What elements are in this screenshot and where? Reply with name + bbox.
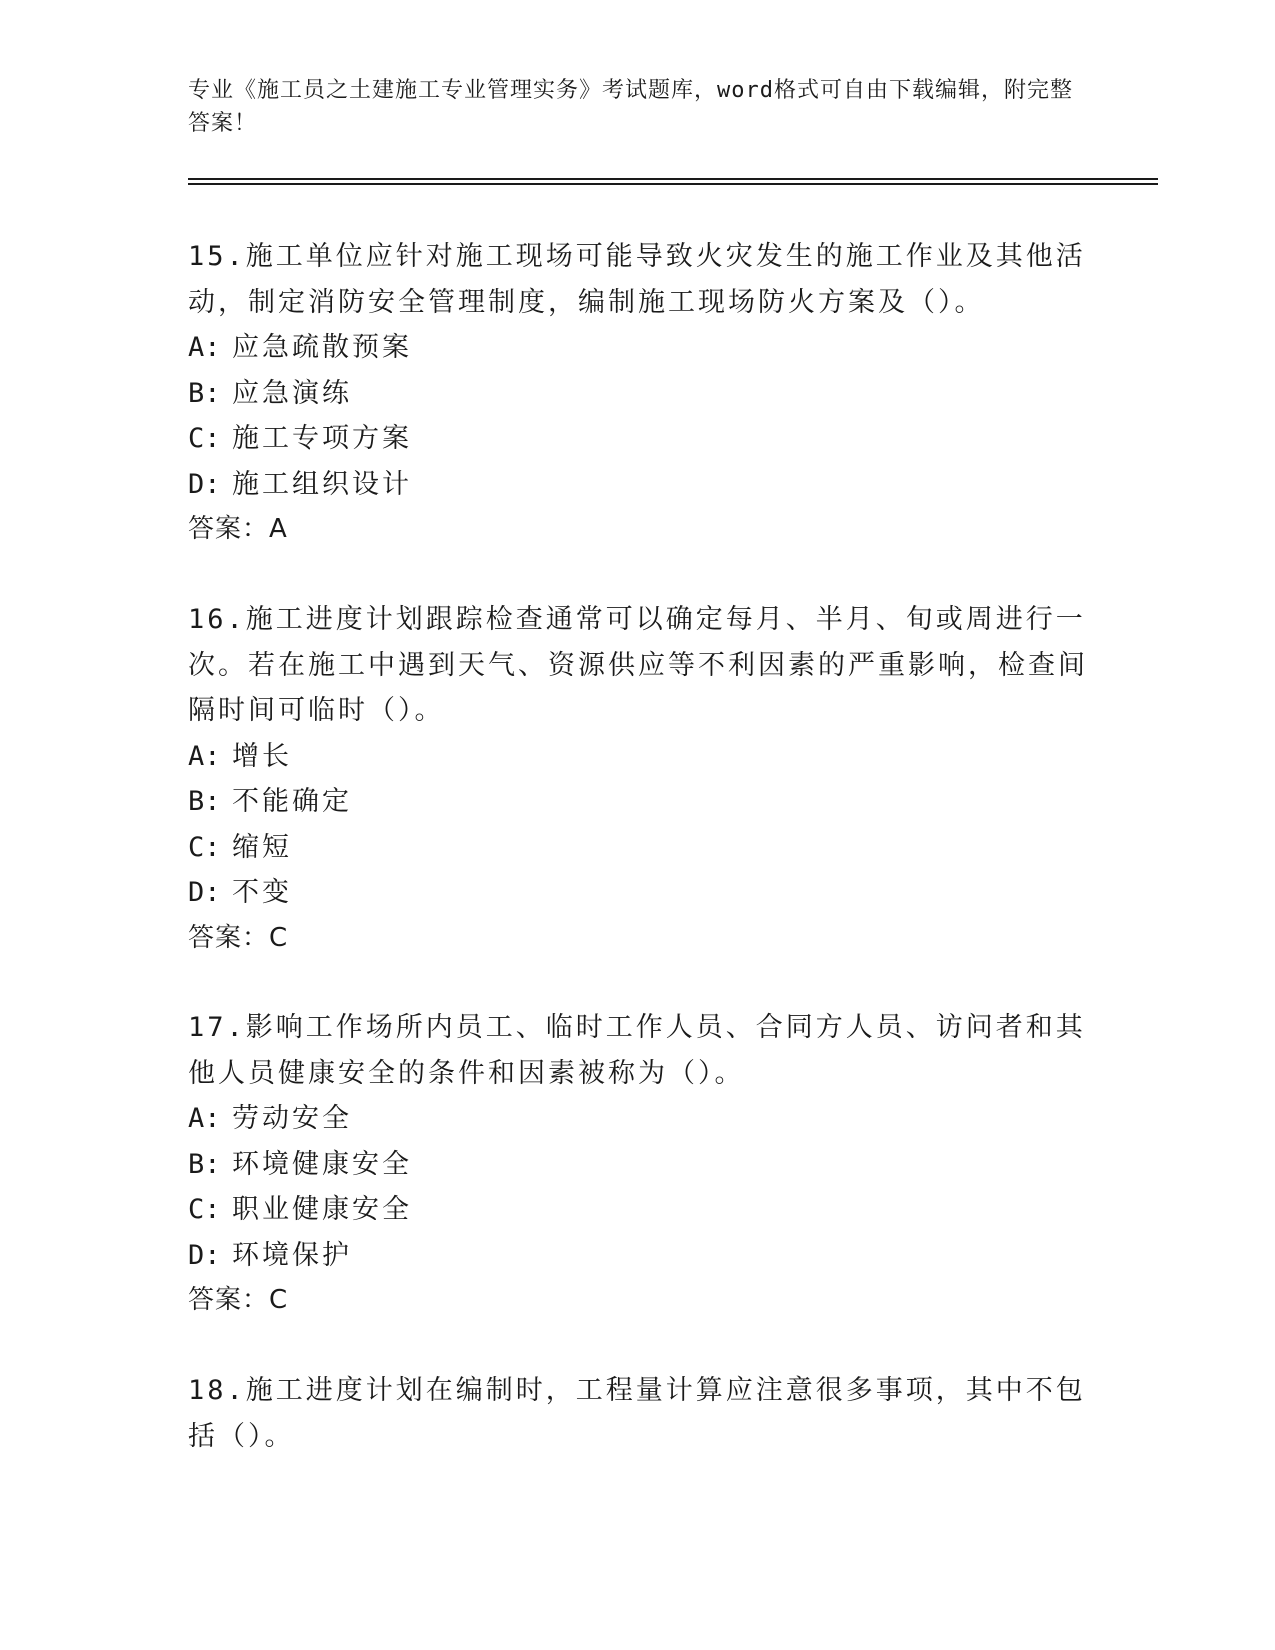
option-d bbox=[188, 462, 1088, 508]
option-text: 职业健康安全 bbox=[232, 1194, 412, 1225]
option-letter: B: bbox=[188, 377, 221, 409]
option-text: 应急疏散预案 bbox=[232, 332, 412, 363]
option-a bbox=[188, 734, 1088, 780]
option-letter: B: bbox=[188, 1148, 221, 1180]
question-stem: 18.施工进度计划在编制时，工程量计算应注意很多事项，其中不包括（）。 bbox=[188, 1375, 1086, 1452]
option-letter: C: bbox=[188, 1194, 221, 1225]
answer-label: 答案：C bbox=[188, 922, 289, 953]
option-text: 不能确定 bbox=[232, 786, 352, 817]
answer-label: 答案：A bbox=[188, 514, 288, 544]
option-text: 环境保护 bbox=[232, 1239, 352, 1271]
option-letter: C: bbox=[188, 831, 221, 863]
option-d bbox=[188, 1233, 1088, 1279]
option-text: 应急演练 bbox=[232, 377, 352, 409]
option-text: 缩短 bbox=[232, 831, 292, 863]
option-c bbox=[188, 416, 1088, 462]
option-text: 增长 bbox=[232, 740, 292, 772]
option-a bbox=[188, 1096, 1088, 1142]
header-divider-bottom bbox=[188, 183, 1158, 185]
option-d bbox=[188, 870, 1088, 916]
document-intro: 专业《施工员之土建施工专业管理实务》考试题库，word格式可自由下载编辑，附完整答案！ bbox=[188, 78, 1073, 136]
option-text: 施工组织设计 bbox=[232, 468, 412, 500]
question-stem: 15.施工单位应针对施工现场可能导致火灾发生的施工作业及其他活动，制定消防安全管理制度，编制施工现场防火方案及（）。 bbox=[188, 241, 1086, 318]
option-letter: C: bbox=[188, 423, 221, 454]
question-16 bbox=[188, 597, 1088, 961]
option-text: 环境健康安全 bbox=[232, 1148, 412, 1180]
option-text: 不变 bbox=[232, 877, 292, 908]
header-divider-top bbox=[188, 178, 1158, 180]
option-b bbox=[188, 371, 1088, 417]
option-a bbox=[188, 325, 1088, 371]
option-letter: D: bbox=[188, 1239, 221, 1271]
question-15 bbox=[188, 234, 1088, 553]
option-b bbox=[188, 1142, 1088, 1188]
question-17 bbox=[188, 1005, 1088, 1324]
question-18 bbox=[188, 1368, 1088, 1459]
question-stem: 16.施工进度计划跟踪检查通常可以确定每月、半月、旬或周进行一次。若在施工中遇到天气、资源供应等不利因素的严重影响，检查间隔时间可临时（）。 bbox=[188, 604, 1088, 726]
option-letter: D: bbox=[188, 468, 221, 500]
option-b bbox=[188, 779, 1088, 825]
question-stem: 17.影响工作场所内员工、临时工作人员、合同方人员、访问者和其他人员健康安全的条件和因素被称为（）。 bbox=[188, 1012, 1086, 1089]
option-letter: D: bbox=[188, 877, 221, 908]
option-text: 施工专项方案 bbox=[232, 423, 412, 454]
option-c bbox=[188, 825, 1088, 871]
answer-label: 答案：C bbox=[188, 1285, 289, 1315]
option-letter: A: bbox=[188, 1103, 221, 1134]
option-letter: A: bbox=[188, 332, 221, 363]
option-text: 劳动安全 bbox=[232, 1103, 352, 1134]
option-letter: A: bbox=[188, 740, 221, 772]
option-letter: B: bbox=[188, 786, 221, 817]
option-c bbox=[188, 1187, 1088, 1233]
